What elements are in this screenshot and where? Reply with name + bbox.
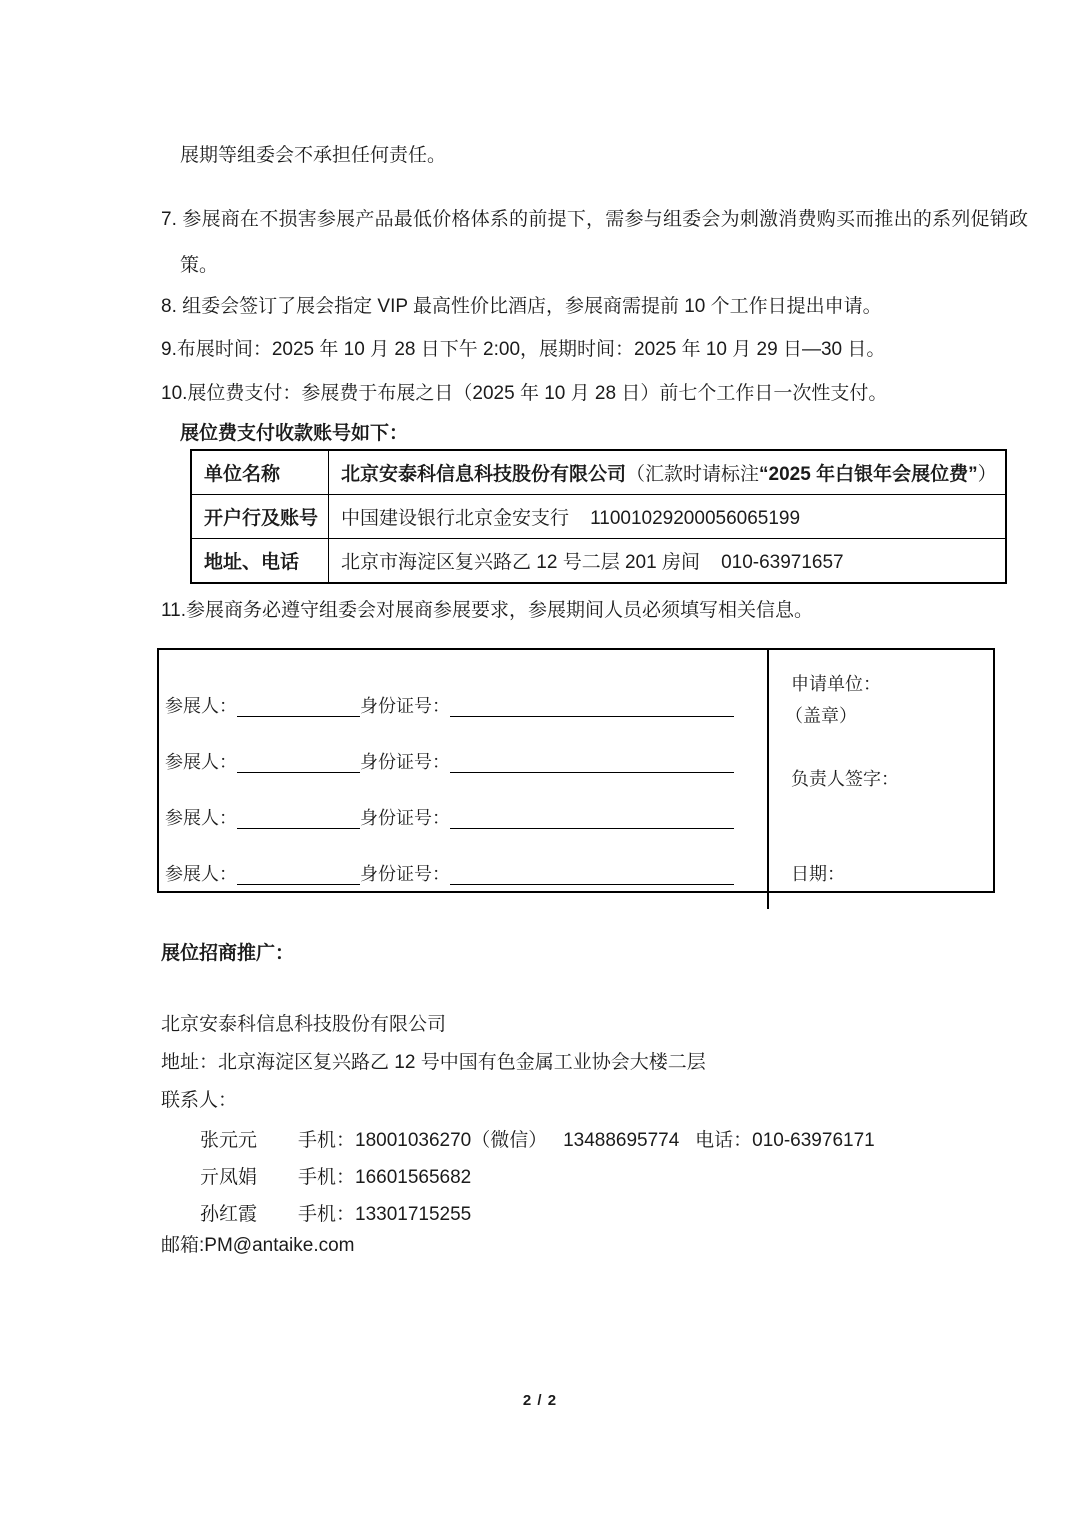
signature-label: 负责人签字： xyxy=(791,769,899,789)
contacts-label: 联系人： xyxy=(161,1090,238,1111)
participant-name-line xyxy=(237,752,360,773)
address-value-cell: 北京市海淀区复兴路乙 12 号二层 201 房间 010-63971657 xyxy=(329,539,1007,584)
contact-name: 孙红霞 xyxy=(200,1204,258,1225)
table-row-address xyxy=(191,539,1006,584)
bank-label-cell: 开户行及账号 xyxy=(191,495,329,539)
contact-info: 手机：18001036270（微信） 13488695774 电话：010-63976171 xyxy=(298,1130,875,1151)
participant-row xyxy=(165,749,734,773)
clause-11: 11.参展商务必遵守组委会对展商参展要求，参展期间人员必须填写相关信息。 xyxy=(161,600,814,621)
participant-row xyxy=(165,805,734,829)
applicant-unit-label: 申请单位： xyxy=(791,674,881,694)
participant-row xyxy=(165,693,734,717)
clause-10: 10.展位费支付：参展费于布展之日（2025 年 10 月 28 日）前七个工作日一次性支付。 xyxy=(161,383,888,404)
id-number-line xyxy=(450,696,734,717)
remit-note-prefix: （汇款时请标注 xyxy=(626,464,760,485)
contact-name: 亓凤娟 xyxy=(200,1167,258,1188)
contact-name: 张元元 xyxy=(200,1130,258,1151)
contact-row xyxy=(200,1125,875,1152)
table-row-bank xyxy=(191,495,1006,539)
address-label-cell: 地址、电话 xyxy=(191,539,329,584)
seal-label: （盖章） xyxy=(785,706,857,726)
remit-note-bold: “2025 年白银年会展位费” xyxy=(759,464,978,485)
promo-address: 地址：北京海淀区复兴路乙 12 号中国有色金属工业协会大楼二层 xyxy=(161,1052,706,1073)
contact-row xyxy=(200,1199,471,1226)
contact-info: 手机：13301715255 xyxy=(298,1204,472,1225)
id-label: 身份证号： xyxy=(360,696,450,716)
clause-8: 8. 组委会签订了展会指定 VIP 最高性价比酒店，参展商需提前 10 个工作日提出申请。 xyxy=(161,296,882,317)
remit-note-close: ） xyxy=(977,464,997,485)
participant-label: 参展人： xyxy=(165,752,237,772)
exhibitor-form xyxy=(157,648,995,893)
participant-name-line xyxy=(237,808,360,829)
company-label-cell: 单位名称 xyxy=(191,450,329,495)
promo-email: 邮箱:PM@antaike.com xyxy=(161,1235,355,1256)
id-label: 身份证号： xyxy=(360,808,450,828)
id-label: 身份证号： xyxy=(360,864,450,884)
promo-title: 展位招商推广： xyxy=(161,943,295,964)
date-label: 日期： xyxy=(791,864,845,884)
id-number-line xyxy=(450,864,734,885)
form-column-divider xyxy=(767,650,769,909)
company-value-cell xyxy=(329,450,1007,495)
clause-6-tail: 展期等组委会不承担任何责任。 xyxy=(180,145,447,166)
participant-label: 参展人： xyxy=(165,808,237,828)
fee-account-heading: 展位费支付收款账号如下： xyxy=(180,423,409,444)
id-number-line xyxy=(450,752,734,773)
table-row-company xyxy=(191,450,1006,495)
page-number: 2 / 2 xyxy=(522,1392,558,1409)
bank-account-table xyxy=(190,449,1007,584)
clause-7: 7. 参展商在不损害参展产品最低价格体系的前提下，需参与组委会为刺激消费购买而推出的系列促销政策。 xyxy=(161,209,1028,276)
contact-info: 手机：16601565682 xyxy=(298,1167,472,1188)
participant-name-line xyxy=(237,864,360,885)
id-label: 身份证号： xyxy=(360,752,450,772)
contact-row xyxy=(200,1162,471,1189)
bank-value-cell: 中国建设银行北京金安支行 11001029200056065199 xyxy=(329,495,1007,539)
id-number-line xyxy=(450,808,734,829)
company-name-bold: 北京安泰科信息科技股份有限公司 xyxy=(341,464,627,485)
participant-label: 参展人： xyxy=(165,696,237,716)
promo-company: 北京安泰科信息科技股份有限公司 xyxy=(161,1014,447,1035)
participant-label: 参展人： xyxy=(165,864,237,884)
participant-row xyxy=(165,861,734,885)
participant-name-line xyxy=(237,696,360,717)
clause-9: 9.布展时间：2025 年 10 月 28 日下午 2:00，展期时间：2025 年 10 月 29 日—30 日。 xyxy=(161,339,886,360)
